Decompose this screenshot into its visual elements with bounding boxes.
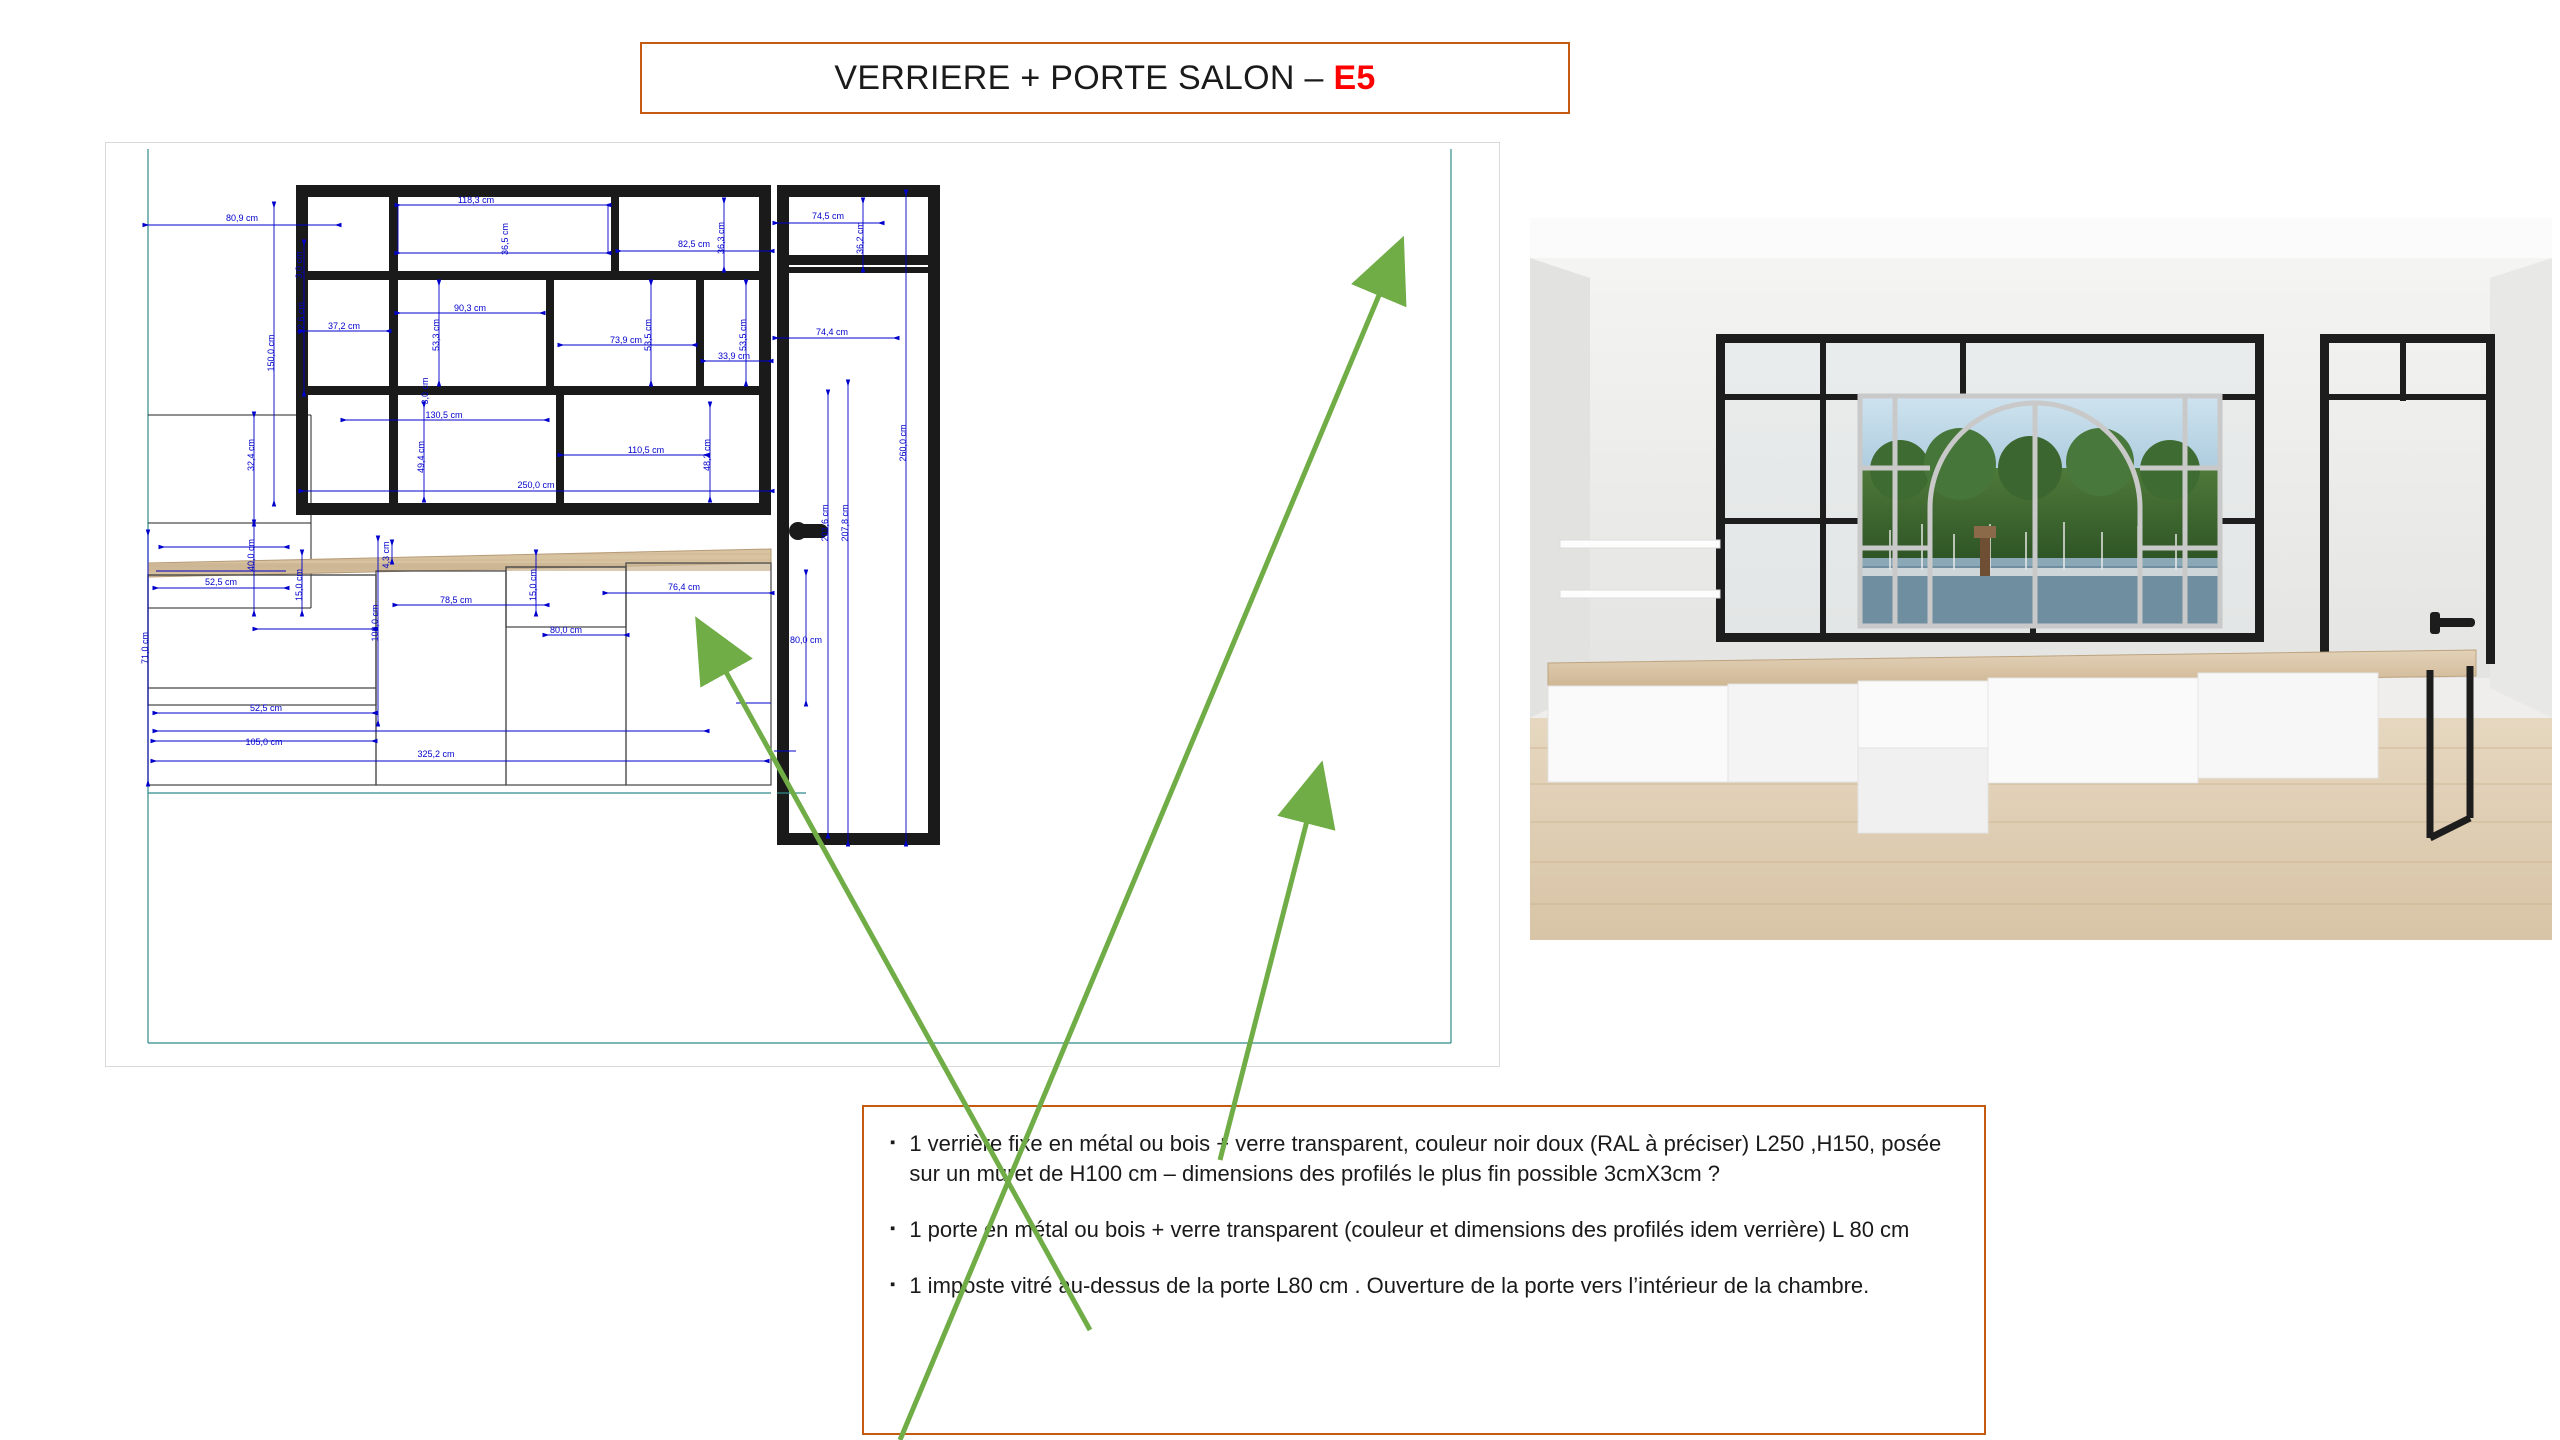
dimension-label: 52,5 cm — [249, 703, 283, 713]
dimension-label: 130,5 cm — [425, 410, 463, 420]
note-text: 1 verrière fixe en métal ou bois + verre transparent, couleur noir doux (RAL à préciser) L250 ,H150, posée sur un muret de H100 cm – dimensions des profilés le plus fin possible 3cmX3cm ? — [909, 1131, 1942, 1186]
note-text: 1 imposte vitré au-dessus de la porte L80 cm . Ouverture de la porte vers l’intérieur de la chambre. — [909, 1273, 1870, 1298]
dimension-label: 3,0 cm — [294, 251, 304, 279]
technical-drawing — [106, 143, 1499, 1066]
room-render — [1530, 218, 2552, 940]
dimension-label: 118,3 cm — [457, 195, 495, 205]
dimension-label: 80,0 cm — [549, 625, 583, 635]
list-item — [890, 1271, 1958, 1301]
right-wall — [2490, 258, 2552, 718]
bullet-icon: ▪ — [890, 1276, 896, 1293]
door-assembly — [777, 185, 940, 845]
dimension-label: 4,3 cm — [381, 541, 391, 569]
dimension-label: 73,9 cm — [609, 335, 643, 345]
dimension-label: 201,6 cm — [820, 504, 830, 542]
dimension-label: 53,5 cm — [738, 318, 748, 352]
dimension-label: 53,5 cm — [643, 318, 653, 352]
dimension-label: 80,0 cm — [789, 635, 823, 645]
dimension-label: 90,3 cm — [453, 303, 487, 313]
dimension-label: 260,0 cm — [898, 424, 908, 462]
dimension-label: 110,5 cm — [627, 445, 665, 455]
dimension-label: 36,3 cm — [716, 221, 726, 255]
list-item — [890, 1215, 1958, 1245]
dimension-label: 52,5 cm — [204, 577, 238, 587]
bullet-icon: ▪ — [890, 1220, 896, 1237]
dimension-label: 78,5 cm — [439, 595, 473, 605]
note-text: 1 porte en métal ou bois + verre transparent (couleur et dimensions des profilés idem verrière) L 80 cm — [909, 1217, 1910, 1242]
list-item — [890, 1129, 1958, 1189]
dimension-label: 74,4 cm — [815, 327, 849, 337]
ceiling — [1530, 218, 2552, 264]
wall-guides — [148, 149, 1451, 1043]
technical-drawing-panel — [105, 142, 1500, 1067]
dimension-label: 325,2 cm — [417, 749, 455, 759]
dimension-label: 37,2 cm — [327, 321, 361, 331]
dimension-label: 53,3 cm — [431, 318, 441, 352]
dimension-label: 36,5 cm — [500, 222, 510, 256]
page-title-box — [640, 42, 1570, 114]
dimension-label: 150,0 cm — [266, 334, 276, 372]
dimension-label: 36,2 cm — [855, 221, 865, 255]
dimension-label: 15,0 cm — [528, 568, 538, 602]
dimension-label: 15,0 cm — [294, 568, 304, 602]
dimension-label: 74,5 cm — [811, 211, 845, 221]
dimension-label: 92,6 cm — [296, 301, 306, 335]
page-title-main: VERRIERE + PORTE SALON – — [834, 58, 1334, 97]
dimension-label: 76,4 cm — [667, 582, 701, 592]
dimension-label: 100,0 cm — [370, 604, 380, 642]
notes-box — [862, 1105, 1986, 1435]
bullet-icon: ▪ — [890, 1134, 896, 1151]
dimension-label: 105,0 cm — [245, 737, 283, 747]
dimension-label: 250,0 cm — [517, 480, 555, 490]
dimension-label: 71,0 cm — [140, 631, 150, 665]
dimension-label: 207,8 cm — [840, 504, 850, 542]
room-render-panel — [1530, 218, 2552, 940]
dimension-label: 48,2 cm — [702, 438, 712, 472]
window-view — [1860, 396, 2220, 628]
dimension-label: 32,4 cm — [246, 438, 256, 472]
dimension-label: 40,0 cm — [246, 538, 256, 572]
dimension-label: 82,5 cm — [677, 239, 711, 249]
dimension-label: 3,0 cm — [420, 377, 430, 405]
glass-partition-frame — [296, 185, 771, 515]
dimension-label: 33,9 cm — [717, 351, 751, 361]
dimension-label: 80,9 cm — [225, 213, 259, 223]
page-title — [834, 59, 1375, 98]
left-wall — [1530, 258, 1590, 718]
page-title-accent: E5 — [1333, 58, 1376, 97]
dimension-label: 49,4 cm — [416, 440, 426, 474]
